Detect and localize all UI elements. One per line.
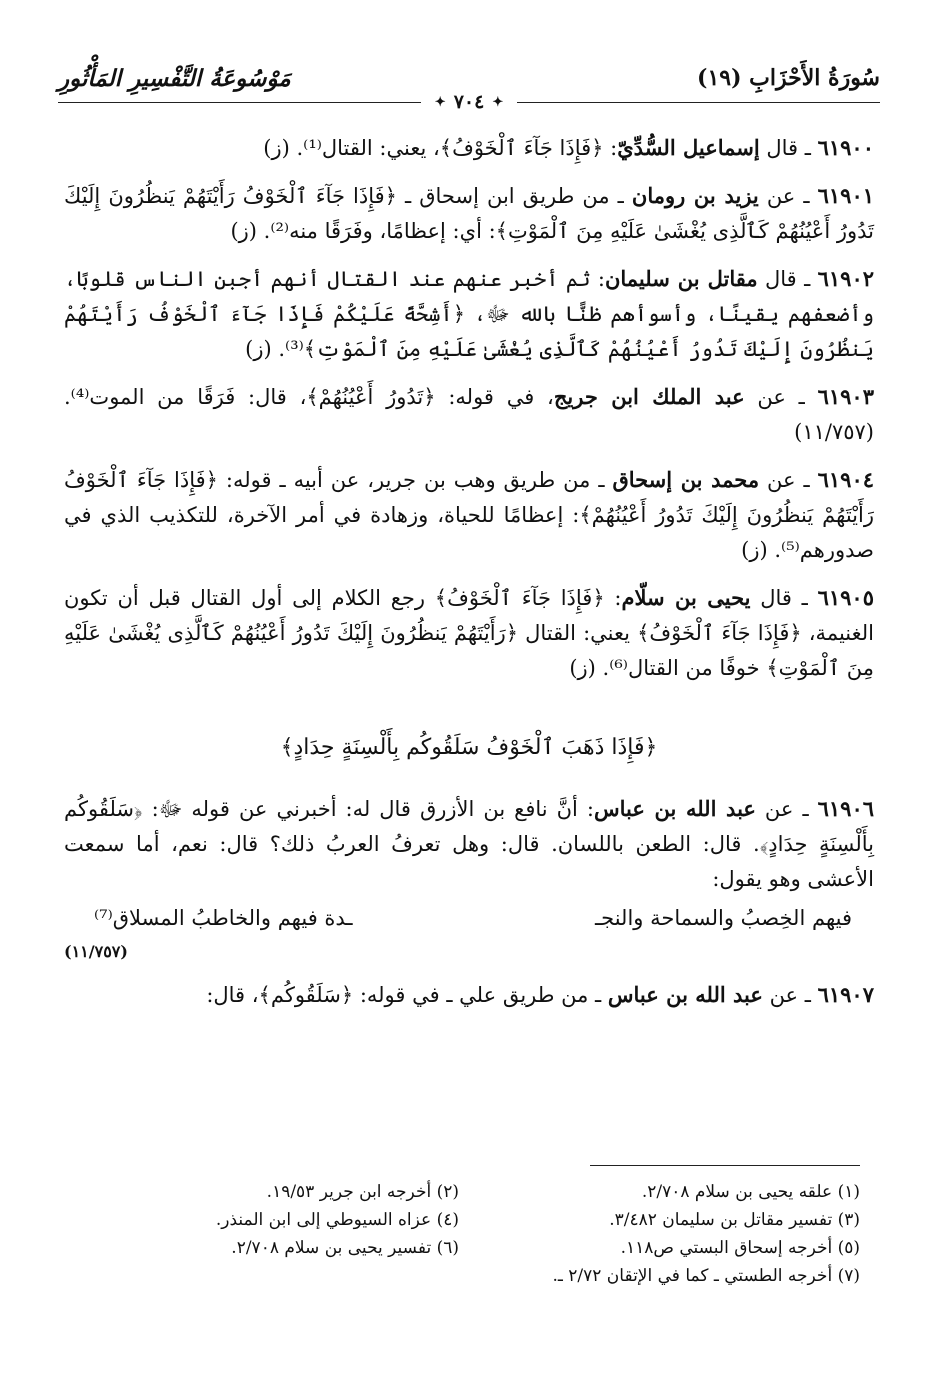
narrator-name: عبد الله بن عباس [607,982,763,1007]
entry-number: ٦١٩٠١ [817,183,875,208]
entry-number: ٦١٩٠٠ [817,135,874,160]
ornament-icon: ✦ [434,94,446,110]
entry-text: : ثم أخبر عنهم عند القتال أنهم أجبن الناس قلوبًا، وأضعفهم يقينًا، وأسوأهم ظنًّا بالله ﷻ، ﴿أَشِحَّةً عَلَيْكُمْ فَإِذَا جَآءَ ٱلْخَوْفُ رَأَيْتَهُمْ يَنظُرُونَ إِلَيْكَ تَدُورُ أَعْيُنُهُمْ كَٱلَّذِى يُغْشَىٰ عَلَيْهِ مِنَ ٱلْمَوْتِ﴾⁽³⁾. (ز) [64,267,874,361]
entry-text: ـ من طريق علي ـ في قوله: ﴿سَلَقُوكُم﴾، قال: [206,983,608,1007]
entry-text: ـ من طريق وهب بن جرير، عن أبيه ـ قوله: ﴿فَإِذَا جَآءَ ٱلْخَوْفُ رَأَيْتَهُمْ يَنظُرُونَ إِلَيْكَ تَدُورُ أَعْيُنُهُمْ﴾: إعظامًا للحياة، وزهادة في أمر الآخرة، للتكذيب الذي في صدورهم⁽⁵⁾. (ز) [64,468,874,562]
footnote-1: (١) علقه يحيى بن سلام ٢/٧٠٨. [641,1182,860,1202]
entry-text: ـ من طريق ابن إسحاق ـ ﴿فَإِذَا جَآءَ ٱلْخَوْفُ رَأَيْتَهُمْ يَنظُرُونَ إِلَيْكَ تَدُورُ أَعْيُنُهُمْ كَٱلَّذِى يُغْشَىٰ عَلَيْهِ مِنَ ٱلْمَوْتِ﴾: أي: إعظامًا، وفَرَقًا منه⁽²⁾. (ز) [64,184,874,243]
header-rule [58,102,421,103]
entry-text: : أنَّ نافع بن الأزرق قال له: أخبرني عن قوله ﷻ: ﴿سَلَقُوكُم بِأَلْسِنَةٍ حِدَادٍ﴾. قال: الطعن باللسان. قال: وهل تعرفُ العربُ ذلك؟ قال: نعم، أما سمعت الأعشى وهو يقول: [64,797,874,891]
entry-connector: ـ عن [758,184,818,208]
entry-connector: ـ قال [750,586,818,610]
ornament-icon: ✦ [492,94,504,110]
page-number [421,91,517,113]
entry-connector: ـ عن [755,797,818,821]
footnote-3: (٣) تفسير مقاتل بن سليمان ٣/٤٨٢. [609,1210,860,1230]
entry-61906 [64,791,874,897]
book-title: مَوْسُوعَةُ التَّفْسِيرِ المَأْثُورِ [58,64,291,92]
entry-connector: ـ عن [759,468,818,492]
entry-61903 [64,379,874,450]
narrator-name: إسماعيل السُّدِّيّ [617,135,760,160]
narrator-name: يزيد بن رومان [631,183,759,208]
entry-61902 [64,261,874,367]
narrator-name: يحيى بن سلّام [621,585,751,610]
narrator-name: محمد بن إسحاق [612,467,760,492]
narrator-name: مقاتل بن سليمان [604,266,758,291]
entry-connector: ـ قال [757,267,818,291]
entry-text: : ﴿فَإِذَا جَآءَ ٱلْخَوْفُ﴾ رجع الكلام إلى أول القتال قبل أن تكون الغنيمة، ﴿فَإِذَا جَآءَ ٱلْخَوْفُ﴾ يعني: القتال ﴿رَأَيْتَهُمْ يَنظُرُونَ إِلَيْكَ تَدُورُ أَعْيُنُهُمْ كَٱلَّذِى يُغْشَىٰ عَلَيْهِ مِنَ ٱلْمَوْتِ﴾ خوفًا من القتال⁽⁶⁾. (ز) [64,586,874,680]
footnote-7: (٧) أخرجه الطستي ـ كما في الإتقان ٢/٧٢ ـ. [552,1266,860,1286]
footnotes [78,1178,860,1290]
entry-number: ٦١٩٠٤ [817,467,875,492]
header-rule [517,102,880,103]
entry-number: ٦١٩٠٢ [817,266,875,291]
poetry-reference: (١١/٧٥٧) [64,942,128,961]
entry-connector: ـ عن [762,983,818,1007]
entry-61901 [64,178,874,249]
narrator-name: عبد الملك ابن جريج [553,384,745,409]
page-number-text: ٧٠٤ [453,91,485,113]
poetry-hemistich-second: ـدة فيهم والخاطبُ المسلاق⁽⁷⁾ [94,906,353,930]
page-number-row [58,92,880,112]
entry-61904 [64,462,874,568]
footnote-4: (٤) عزاه السيوطي إلى ابن المنذر. [215,1210,459,1230]
entry-connector: ـ عن [744,385,818,409]
footnote-separator [590,1165,860,1166]
entry-text: ، في قوله: ﴿تَدُورُ أَعْيُنُهُمْ﴾، قال: فَرَقًا من الموت⁽⁴⁾. (١١/٧٥٧) [64,385,874,444]
main-text [64,130,874,1025]
entry-number: ٦١٩٠٣ [817,384,874,409]
narrator-name: عبد الله بن عباس [593,796,756,821]
entry-number: ٦١٩٠٧ [817,982,874,1007]
footnote-6: (٦) تفسير يحيى بن سلام ٢/٧٠٨. [231,1238,459,1258]
entry-61907 [64,977,874,1013]
entry-number: ٦١٩٠٥ [817,585,874,610]
footnote-grid [78,1178,860,1290]
verse-heading: ﴿فَإِذَا ذَهَبَ ٱلْخَوْفُ سَلَقُوكُم بِأَلْسِنَةٍ حِدَادٍ﴾ [280,735,658,760]
poetry-hemistich-first: فيهم الخِصبُ والسماحة والنجـ [595,906,852,930]
surah-title: سُورَةُ الأَحْزَابِ (١٩) [697,65,880,91]
entry-61905 [64,580,874,686]
entry-connector: ـ قال [759,136,818,160]
entry-number: ٦١٩٠٦ [817,796,875,821]
poetry-verse [64,901,874,936]
entry-61900 [64,130,874,166]
footnote-5: (٥) أخرجه إسحاق البستي ص١١٨. [620,1238,860,1258]
entry-text: : ﴿فَإِذَا جَآءَ ٱلْخَوْفُ﴾، يعني: القتال⁽¹⁾. (ز) [263,136,618,160]
footnote-2: (٢) أخرجه ابن جرير ١٩/٥٣. [266,1182,459,1202]
